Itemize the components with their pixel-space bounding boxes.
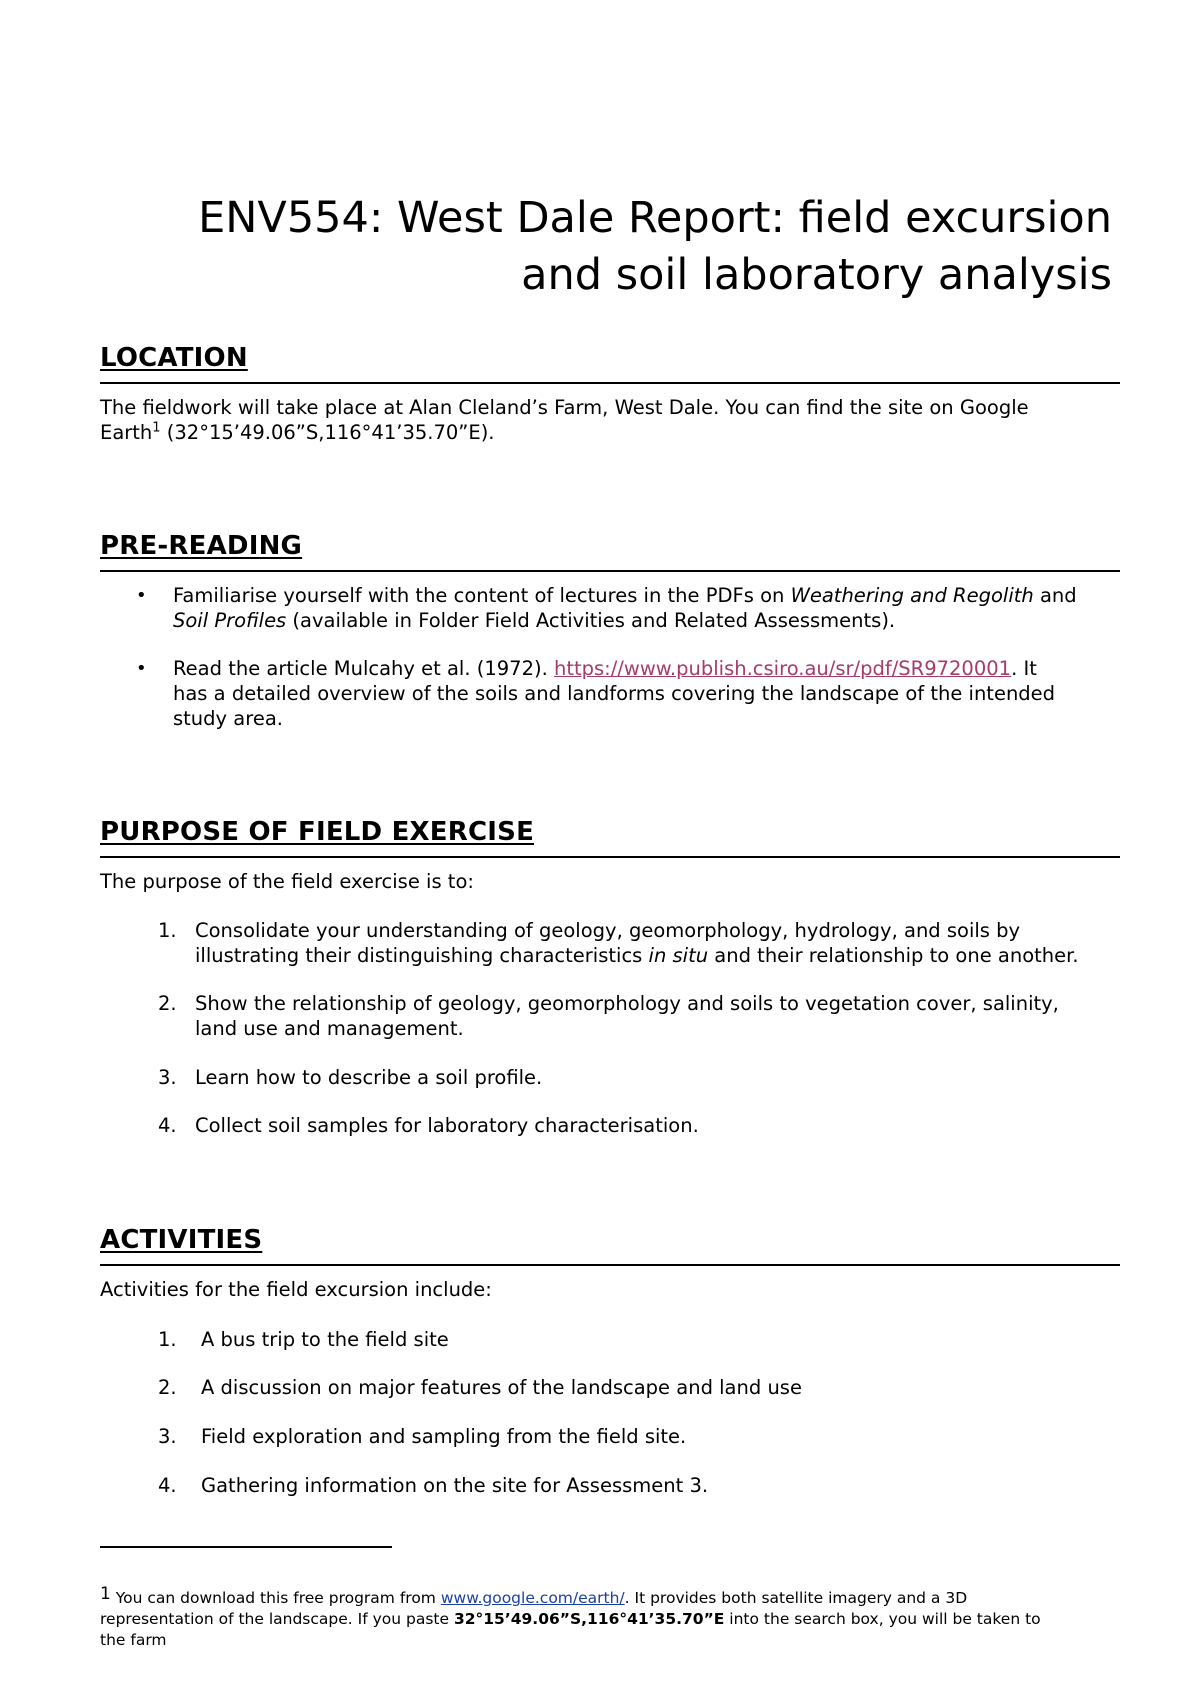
item-text: A bus trip to the field site [201, 1328, 449, 1351]
purpose-heading: PURPOSE OF FIELD EXERCISE [100, 817, 535, 847]
item-text: A discussion on major features of the landscape and land use [201, 1376, 802, 1399]
activities-item-4 [158, 1473, 1120, 1498]
list-number: 2. [158, 1376, 177, 1399]
item-text: has a detailed overview of the soils and landforms covering the landscape of the intended [173, 682, 1056, 705]
footnote [100, 1584, 1120, 1651]
italic-in-situ: in situ [648, 944, 709, 967]
footnote-text: You can download this free program from [110, 1589, 441, 1607]
item-text: Collect soil samples for laboratory characterisation. [195, 1114, 699, 1137]
activities-intro: Activities for the field excursion include: [100, 1278, 492, 1301]
location-line-2 [100, 420, 1120, 445]
item-text: and [1033, 584, 1077, 607]
prereading-item-2 [136, 656, 1120, 731]
bullet-marker: • [136, 585, 147, 606]
purpose-item-1-text [195, 918, 1120, 968]
item-text: Consolidate your understanding of geology, geomorphology, hydrology, and soils by [195, 919, 1021, 942]
purpose-item-2 [158, 991, 1120, 1041]
item-text: and their relationship to one another. [708, 944, 1079, 967]
footnote-number: 1 [100, 1584, 111, 1604]
list-number: 1. [158, 919, 177, 942]
list-number: 3. [158, 1066, 177, 1089]
item-text: Show the relationship of geology, geomorphology and soils to vegetation cover, salinity, [195, 992, 1059, 1015]
activities-item-1 [158, 1327, 1120, 1352]
location-earth-text: Earth [100, 421, 153, 444]
item-text: study area. [173, 707, 283, 730]
footnote-text: into the search box, you will be taken to [724, 1610, 1041, 1628]
list-number: 3. [158, 1425, 177, 1448]
item-text: . It [1011, 657, 1037, 680]
purpose-item-3 [158, 1065, 1120, 1090]
activities-rule [100, 1264, 1120, 1266]
location-coordinates: (32°15’49.06”S,116°41’35.70”E). [160, 421, 495, 444]
prereading-rule [100, 570, 1120, 572]
footnote-text: representation of the landscape. If you paste [100, 1610, 454, 1628]
document-title [92, 190, 1112, 304]
purpose-item-1 [158, 918, 1120, 968]
item-text: Familiarise yourself with the content of lectures in the PDFs on [173, 584, 791, 607]
activities-item-3 [158, 1424, 1120, 1449]
list-number: 1. [158, 1328, 177, 1351]
purpose-item-2-text [195, 991, 1120, 1041]
item-text: Learn how to describe a soil profile. [195, 1066, 543, 1089]
location-line-1: The fieldwork will take place at Alan Cleland’s Farm, West Dale. You can find the site on Google [100, 396, 1029, 419]
location-heading: LOCATION [100, 343, 248, 373]
prereading-item-1-text [173, 583, 1120, 633]
prereading-item-2-text [173, 656, 1120, 731]
item-text: land use and management. [195, 1017, 464, 1040]
item-text: (available in Folder Field Activities and Related Assessments). [286, 609, 896, 632]
italic-weathering: Weathering and Regolith [790, 584, 1034, 607]
activities-heading: ACTIVITIES [100, 1225, 263, 1255]
footnote-text: . It provides both satellite imagery and a 3D [624, 1589, 968, 1607]
list-number: 2. [158, 992, 177, 1015]
item-text: Read the article Mulcahy et al. (1972). [173, 657, 554, 680]
title-line-2: and soil laboratory analysis [521, 250, 1112, 300]
footnote-separator [100, 1546, 392, 1548]
list-number: 4. [158, 1474, 177, 1497]
google-earth-link[interactable]: www.google.com/earth/ [440, 1589, 625, 1607]
prereading-heading: PRE-READING [100, 531, 303, 561]
item-text: Gathering information on the site for Assessment 3. [201, 1474, 709, 1497]
activities-item-2 [158, 1375, 1120, 1400]
csiro-article-link[interactable]: https://www.publish.csiro.au/sr/pdf/SR9720001 [553, 657, 1012, 680]
bullet-marker: • [136, 658, 147, 679]
item-text: Field exploration and sampling from the field site. [201, 1425, 687, 1448]
footnote-coordinates: 32°15’49.06”S,116°41’35.70”E [453, 1610, 725, 1628]
list-number: 4. [158, 1114, 177, 1137]
title-line-1: ENV554: West Dale Report: field excursion [198, 193, 1112, 243]
location-paragraph [100, 395, 1120, 445]
purpose-intro: The purpose of the field exercise is to: [100, 870, 474, 893]
purpose-rule [100, 856, 1120, 858]
item-text: illustrating their distinguishing characteristics [195, 944, 649, 967]
footnote-text: the farm [100, 1631, 167, 1649]
location-rule [100, 382, 1120, 384]
italic-soil-profiles: Soil Profiles [173, 609, 287, 632]
prereading-item-1 [136, 583, 1120, 633]
footnote-reference[interactable]: 1 [152, 420, 161, 436]
purpose-item-4 [158, 1113, 1120, 1138]
